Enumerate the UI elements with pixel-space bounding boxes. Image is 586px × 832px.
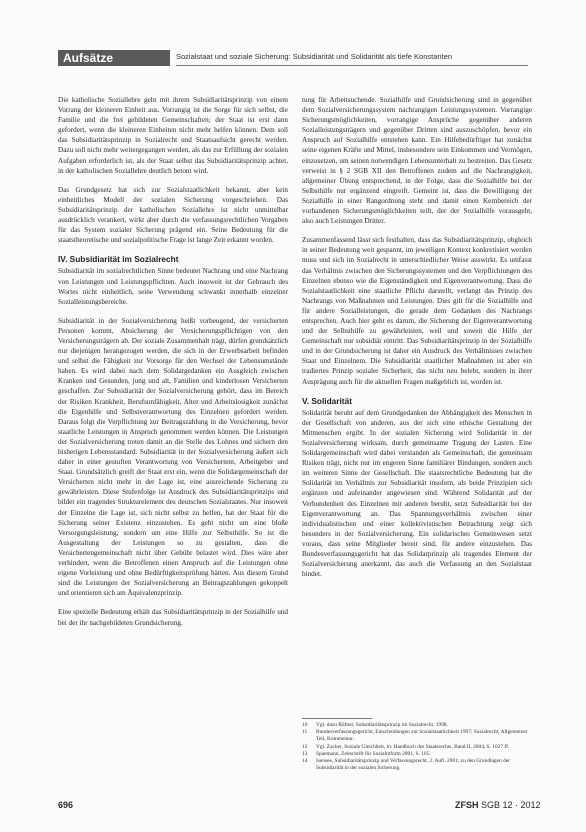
footnote: 14 Isensee, Subsidiaritätsprinzip und Verfassungsrecht, 2. Aufl. 2001; zu den Grundlagen der Subsidiarität in der sozialen Sicherung. (302, 758, 510, 772)
footnote: 11 Bundesverfassungsgericht, Entscheidungen zur Sozialstaatlichkeit 1997; Sozialrecht; Allgemeiner Teil, Kommentar. (302, 729, 528, 743)
paragraph: Subsidiarität in der Sozialversicherung heißt vorbeugend, der versicherten Personen kommt, Absicherung der Versicherungspflichtigen von den Versicherungsträgern ab. Der soziale Zusammenhalt trägt, dürfen grundsätzlich nur diejenigen herangezogen werden, die sich in der Erwerbsarbeit befinden und selbst die Fähigkeit zur Vorsorge für den Wechsel der Lebensumstände haben. Es wird dabei nach dem Solidargedanken ein Ausgleich zwischen Kranken und Gesunden, jung und alt, Familien und kinderlosen Versicherten geschaffen. Zur Subsidiarität der Sozialversicherung gehört, dass im Bereich der Risiken Krankheit, Berufsunfähigkeit, Alter und Arbeitslosigkeit zunächst die Eigenhilfe und Selbstverantwortung des Einzelnen gefordert werden. Daraus folgt die Verpflichtung zur Beitragszahlung in die Versicherung, bevor staatliche Leistungen in Anspruch genommen werden können. Die Leistungen der Sozialversicherung treten damit an die Stelle des Lohnes und sichern den bisherigen Lebensstandard. Subsidiarität in der Sozialversicherung äußert sich daher in einer gestuften Verantwortung von Versichertem, Arbeitgeber und Staat. Grundsätzlich greift der Staat erst ein, wenn die Solidargemeinschaft der Versicherten nicht mehr in der Lage ist, eine ausreichende Sicherung zu gewährleisten. Diese Stufenfolge ist Ausdruck des Subsidiaritätsprinzips und bildet ein tragendes Strukturelement des deutschen Sozialstaates. Nur insoweit der Einzelne die Lage ist, sich nicht selbst zu helfen, hat der Staat für die Sicherung seiner Existenz einzustehen. Es geht nicht um eine bloße Versorgungsleistung, sondern um eine Hilfe zur Selbsthilfe. So ist die Ausgestaltung der Leistungen so zu gestalten, dass die Versichertengemeinschaft nicht über Gebühr belastet wird. Dies wäre aber verhindert, wenn die Betroffenen einen Anspruch auf die Leistungen ohne eigene Vorleistung und ohne Bedürftigkeitsprüfung hätten. Aus diesem Grund sind die Leistungen der Sozialversicherung an Beitragszahlungen gekoppelt und orientieren sich am Äquivalenzprinzip. (58, 316, 288, 598)
header-rule (176, 65, 528, 66)
footnote: 12 Vgl. Zacher, Soziale Gleichheit, in: Handbuch des Staatsrechts, Band II, 2004, S. 1027 ff. (302, 743, 510, 750)
journal-footer (455, 800, 541, 810)
paragraph: Eine spezielle Bedeutung erhält das Subsidiaritätsprinzip in der Sozialhilfe und bei der ihr nachgebildeten Grundsicherung. (58, 608, 288, 627)
section-tag: Aufsätze (58, 50, 170, 66)
left-column (58, 95, 288, 637)
running-header (58, 50, 528, 66)
paragraph: Das Grundgesetz hat sich zur Sozialstaatlichkeit bekannt, aber kein einheitliches Modell der sozialen Sicherung vorgeschrieben. Das Subsidiaritätsprinzip der katholischen Soziallehre ist nicht unmittelbar ausdrücklich verankert, wirkt aber durch die verfassungsrechtlichen Vorgaben für das System sozialer Sicherung prägend ein. Seine Bedeutung für die staatstheoretische und sozialpolitische Frage ist lange Zeit erkannt worden. (58, 185, 288, 245)
right-column (302, 95, 532, 588)
paragraph: Zusammenfassend lässt sich festhalten, dass das Subsidiaritätsprinzip, obgleich in seiner Bedeutung weit gespannt, im jeweiligen Kontext konkretisiert werden muss und sich im Sozialrecht in unterschiedlicher Weise auswirkt. Es umfasst das Verhältnis zwischen den Sicherungssystemen und den Verpflichtungen des Einzelnen ebenso wie die Eigenständigkeit und Eigenverantwortung. Dass die Sozialstaatlichkeit eine staatliche Pflicht darstellt, verlangt das Prinzip des Nachrangs von Maßnahmen und Leistungen. Dies gilt für die Sozialhilfe und für andere Sozialleistungen, die gerade dem Gedanken des Nachrangs entsprechen. Auch hier geht es darum, die Sicherung der Eigenverantwortung und der Selbsthilfe zu gewährleisten, weil und soweit die Hilfe der Gemeinschaft nur subsidiär eintritt. Das Subsidiaritätsprinzip in der Sozialhilfe und in der Grundsicherung ist daher ein Ausdruck des Verhältnisses zwischen Staat und Einzelnem. Die Subsidiarität staatlicher Maßnahmen ist aber ein tradiertes Prinzip sozialer Sicherheit, das nicht neu belebt, sondern in ihrer Ausprägung auch für die aktuellen Fragen maßgeblich ist, worden ist. (302, 236, 532, 386)
footnote: 13 Spaemann, Zeitschrift für Sozialreform 2001, S. 105. (302, 750, 431, 757)
footnote: 10 Vgl. dazu Rüfner, Subsidiaritätsprinzip im Sozialrecht, 1998. (302, 722, 448, 728)
paragraph: tung für Arbeitsuchende. Sozialhilfe und Grundsicherung sind in gegenüber dem Sozialversicherungssystem nachrangigen Leistungssystemen. Vorrangige Sicherungsmöglichkeiten, vorrangige Ansprüche gegenüber anderen Sozialleistungsträgern und gegenüber Dritten sind auszuschöpfen, bevor ein Anspruch auf Sozialhilfe entstehen kann. Ein Hilfebedürftiger hat zunächst seine eigenen Kräfte und Mittel, insbesondere sein Einkommen und Vermögen, einzusetzen, um seinen notwendigen Lebensunterhalt zu bestreiten. Das Gesetz verweist in § 2 SGB XII den Betroffenen zudem auf die Nachrangigkeit, allgemeiner Übung entsprechend, in der Folge, dass die Sozialhilfe bei der Selbsthilfe nur ergänzend eingreift. Gemeint ist, dass die Bewilligung der Sozialhilfe in einer Rangordnung steht und damit einen Kernbereich der vorhandenen Sicherungsmöglichkeiten teilt, der der Sozialhilfe vorausgeht, also auch Leistungen Dritter. (302, 96, 532, 226)
section-heading: IV. Subsidiarität im Sozialrecht (58, 254, 179, 265)
paragraph: Solidarität beruht auf dem Grundgedanken der Abhängigkeit des Menschen in der Gesellschaft von anderen, aus der sich eine ethische Gestaltung der Mitmenschen ergibt. In der sozialen Sicherung wird Solidarität in der Sozialversicherung wirksam, durch gemeinsame Tragung der Lasten. Eine Solidargemeinschaft wird dabei verstanden als Gemeinschaft, die gemeinsam Risiken trägt, nicht nur im engeren Sinne familiärer Bindungen, sondern auch im weiteren Sinne der Gesellschaft. Die staatsrechtliche Bedeutung hat die Solidarität im Verhältnis zur Subsidiarität insofern, als beide Prinzipien sich ergänzen und aufeinander angewiesen sind. Während Solidarität auf der Verbundenheit des Einzelnen mit anderen beruht, setzt Subsidiarität bei der Eigenverantwortung an. Das Spannungsverhältnis zwischen einer individualistischen und einer kollektivistischen Betrachtung zeigt sich besonders in der Sozialversicherung. Ein solidarisches Gemeinwesen setzt voraus, dass seine Mitglieder bereit sind, für andere einzustehen. Das Bundesverfassungsgericht hat das Solidarprinzip als tragendes Element der Sozialversicherung anerkannt, das auch die Verfassung an den Sozialstaat bindet. (302, 408, 532, 579)
paragraph: Subsidiarität im sozialrechtlichen Sinne bedeutet Nachrang und eine Nachrang von Leistungen und Leistungspflichten. Auch insoweit ist der Gebrauch des Wortes nicht einheitlich, seine Verwendung schwankt innerhalb einzelner Sozialleistungsbereiche. (58, 267, 288, 306)
page-number: 696 (58, 800, 74, 810)
running-title: Sozialstaat und soziale Sicherung: Subsidiarität und Solidarität als tiefe Konstanten (176, 52, 453, 61)
paragraph: Die katholische Soziallehre geht mit ihrem Subsidiaritätsprinzip von einem Vorrang der kleineren Einheit aus. Vorrangig ist die Sorge für sich selbst, die Familie und die frei gebildeten Gemeinschaften; der Staat ist erst dann gefordert, wenn die kleineren Einheiten nicht mehr helfen können. Dem soll das Subsidiaritätsprinzip in Sozialrecht und Staatsaufsicht gerecht werden. Dazu soll nicht mehr weitergegangen werden, als das zur Erfüllung der sozialen Aufgaben erforderlich ist, als der Staat selbst das Subsidiaritätsprinzip achtet, in der katholischen Soziallehre deutlich betont wird. (58, 96, 288, 175)
journal-issue: SGB 12 · 2012 (481, 800, 541, 810)
section-heading: V. Solidarität (302, 395, 352, 406)
journal-name: ZFSH (455, 800, 479, 810)
footnotes (302, 722, 532, 772)
footnote-rule (302, 718, 372, 719)
